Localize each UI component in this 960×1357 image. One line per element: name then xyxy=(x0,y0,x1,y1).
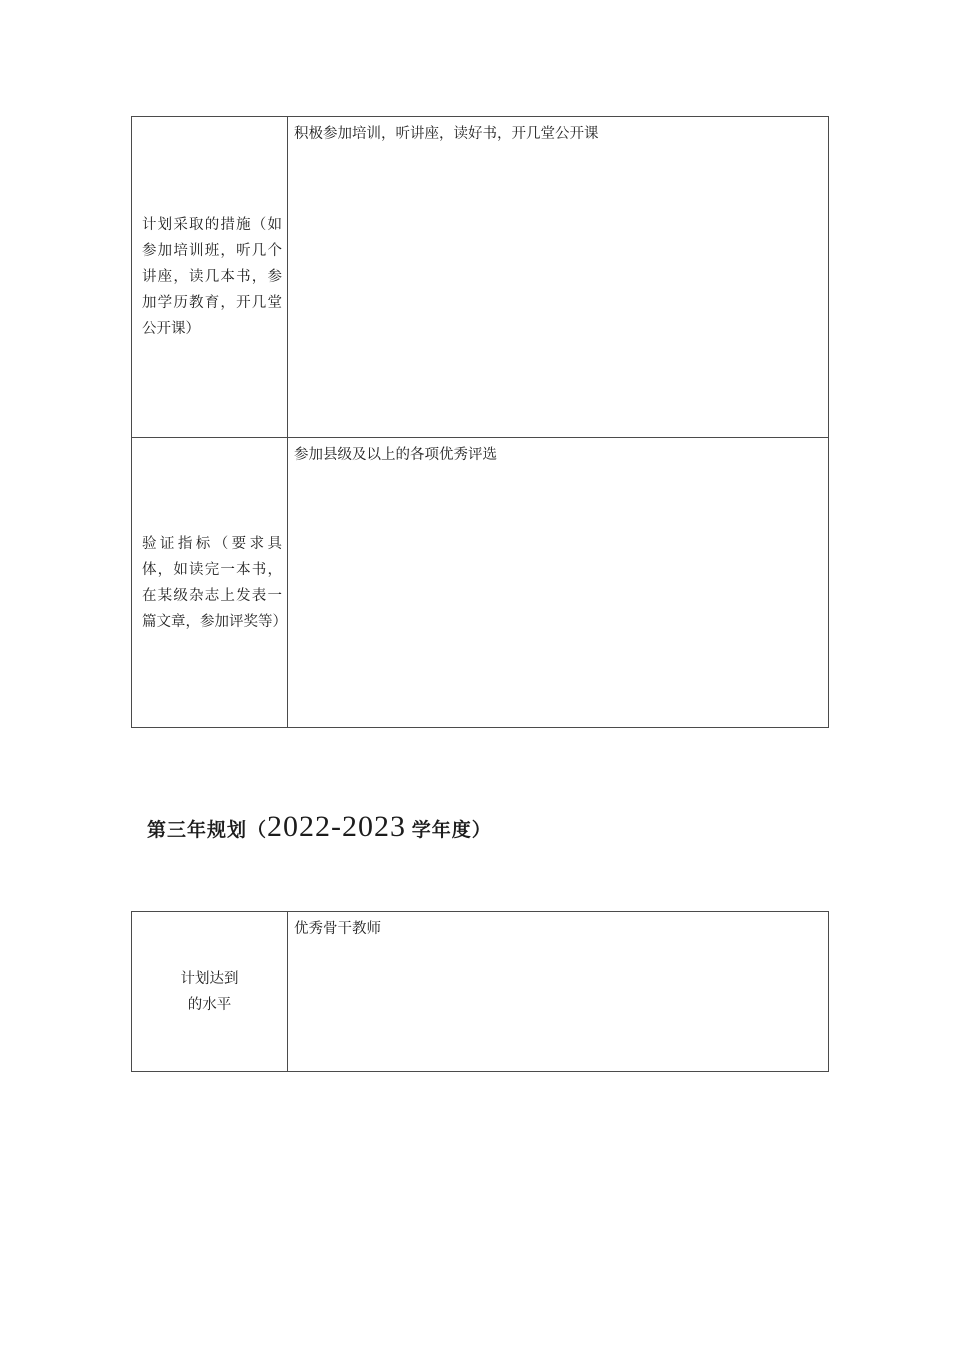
heading-years: 2022-2023 xyxy=(267,810,407,843)
heading-suffix: 学年度） xyxy=(406,820,492,841)
target-level-label-line2: 的水平 xyxy=(187,996,232,1013)
measures-value-cell: 积极参加培训，听讲座，读好书，开几堂公开课 xyxy=(288,117,829,438)
verification-value-cell: 参加县级及以上的各项优秀评选 xyxy=(288,438,829,728)
section-heading xyxy=(147,810,492,844)
target-level-label-line1: 计划达到 xyxy=(180,970,239,987)
verification-label-cell: 验证指标（要求具体，如读完一本书，在某级杂志上发表一篇文章，参加评奖等） xyxy=(132,438,288,728)
table-row xyxy=(132,438,829,728)
target-level-table xyxy=(131,911,829,1072)
heading-prefix: 第三年规划（ xyxy=(147,820,268,841)
table-row xyxy=(132,912,829,1072)
table-row xyxy=(132,117,829,438)
measures-label-cell: 计划采取的措施（如参加培训班，听几个讲座，读几本书，参加学历教育，开几堂公开课） xyxy=(132,117,288,438)
plan-measures-table xyxy=(131,116,829,728)
target-level-value-cell: 优秀骨干教师 xyxy=(288,912,829,1072)
target-level-label-cell xyxy=(132,912,288,1072)
